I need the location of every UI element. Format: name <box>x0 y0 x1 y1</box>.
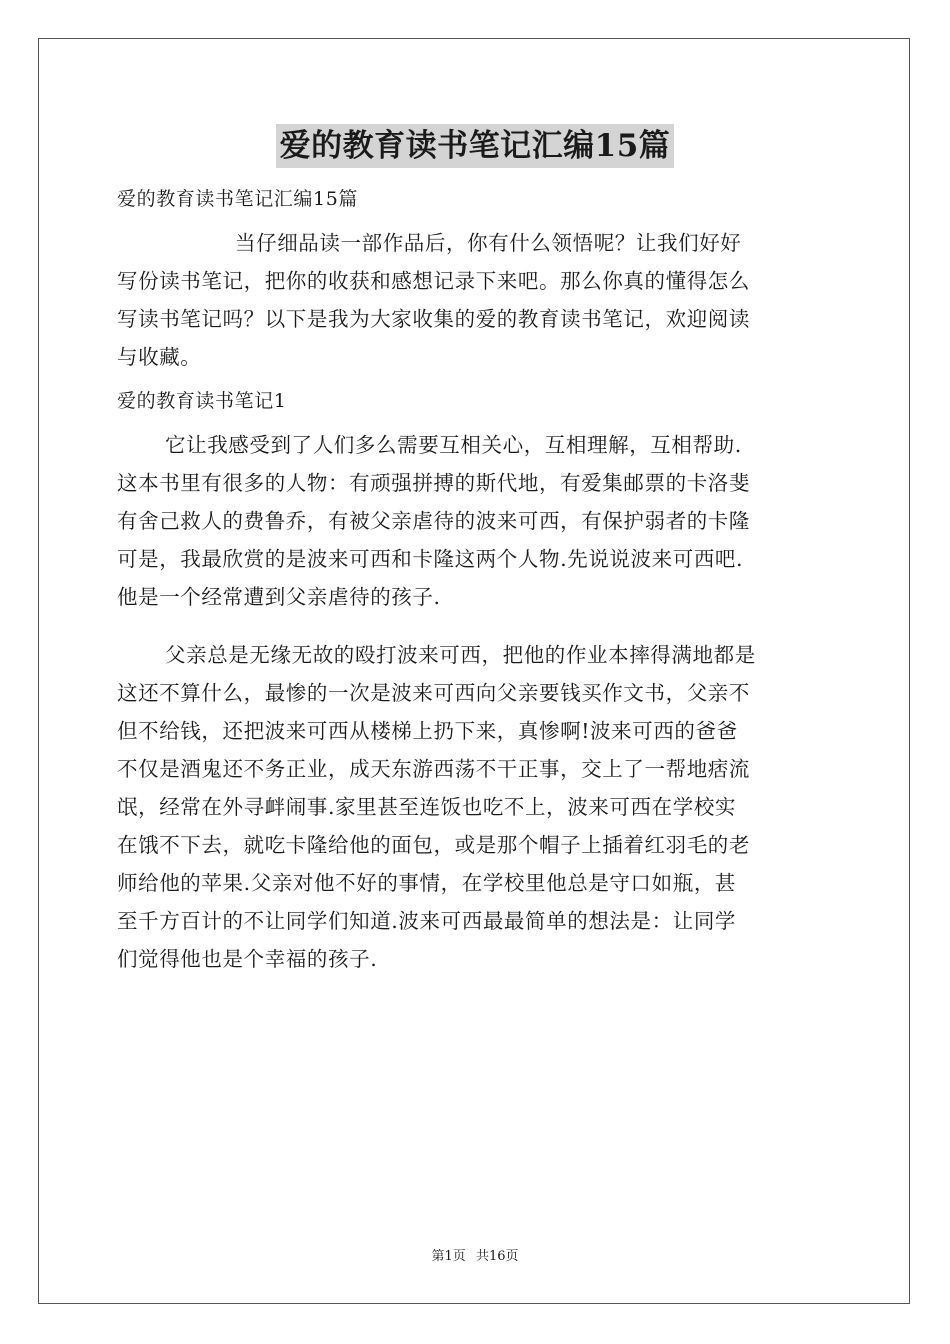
text-line: 父亲总是无缘无故的殴打波来可西，把他的作业本摔得满地都是 <box>165 643 756 667</box>
text-line: 当仔细品读一部作品后，你有什么领悟呢？让我们好好 <box>235 231 742 255</box>
page-footer <box>0 1245 950 1264</box>
text-line: 写读书笔记吗？以下是我为大家收集的爱的教育读书笔记，欢迎阅读 <box>117 307 750 331</box>
section-heading: 爱的教育读书笔记1 <box>117 390 287 412</box>
text-line: 它让我感受到了人们多么需要互相关心，互相理解，互相帮助. <box>165 433 742 457</box>
text-line: 这还不算什么，最惨的一次是波来可西向父亲要钱买作文书，父亲不 <box>117 681 750 705</box>
intro-paragraph <box>117 224 833 376</box>
paragraph-1 <box>117 426 833 616</box>
text-line: 在饿不下去，就吃卡隆给他的面包，或是那个帽子上插着红羽毛的老 <box>117 833 750 857</box>
document-subtitle: 爱的教育读书笔记汇编15篇 <box>117 188 358 210</box>
text-line: 可是，我最欣赏的是波来可西和卡隆这两个人物.先说说波来可西吧. <box>117 547 744 571</box>
text-line: 有舍己救人的费鲁乔，有被父亲虐待的波来可西，有保护弱者的卡隆 <box>117 509 750 533</box>
page-number: 第1页 <box>431 1249 466 1264</box>
text-line: 但不给钱，还把波来可西从楼梯上扔下来，真惨啊!波来可西的爸爸 <box>117 719 738 743</box>
document-title: 爱的教育读书笔记汇编15篇 <box>276 124 675 168</box>
text-line: 师给他的苹果.父亲对他不好的事情，在学校里他总是守口如瓶，甚 <box>117 871 737 895</box>
text-line: 不仅是酒鬼还不务正业，成天东游西荡不干正事，交上了一帮地痞流 <box>117 757 750 781</box>
text-line: 与收藏。 <box>117 345 202 369</box>
paragraph-2 <box>117 636 833 978</box>
text-line: 至千方百计的不让同学们知道.波来可西最最简单的想法是：让同学 <box>117 909 737 933</box>
document-body <box>117 180 833 978</box>
total-pages: 共16页 <box>475 1249 519 1264</box>
text-line: 写份读书笔记，把你的收获和感想记录下来吧。那么你真的懂得怎么 <box>117 269 750 293</box>
title-container <box>0 124 950 168</box>
text-line: 们觉得他也是个幸福的孩子. <box>117 947 378 971</box>
text-line: 他是一个经常遭到父亲虐待的孩子. <box>117 585 441 609</box>
text-line: 这本书里有很多的人物：有顽强拼搏的斯代地，有爱集邮票的卡洛斐 <box>117 471 750 495</box>
text-line: 氓，经常在外寻衅闹事.家里甚至连饭也吃不上，波来可西在学校实 <box>117 795 737 819</box>
